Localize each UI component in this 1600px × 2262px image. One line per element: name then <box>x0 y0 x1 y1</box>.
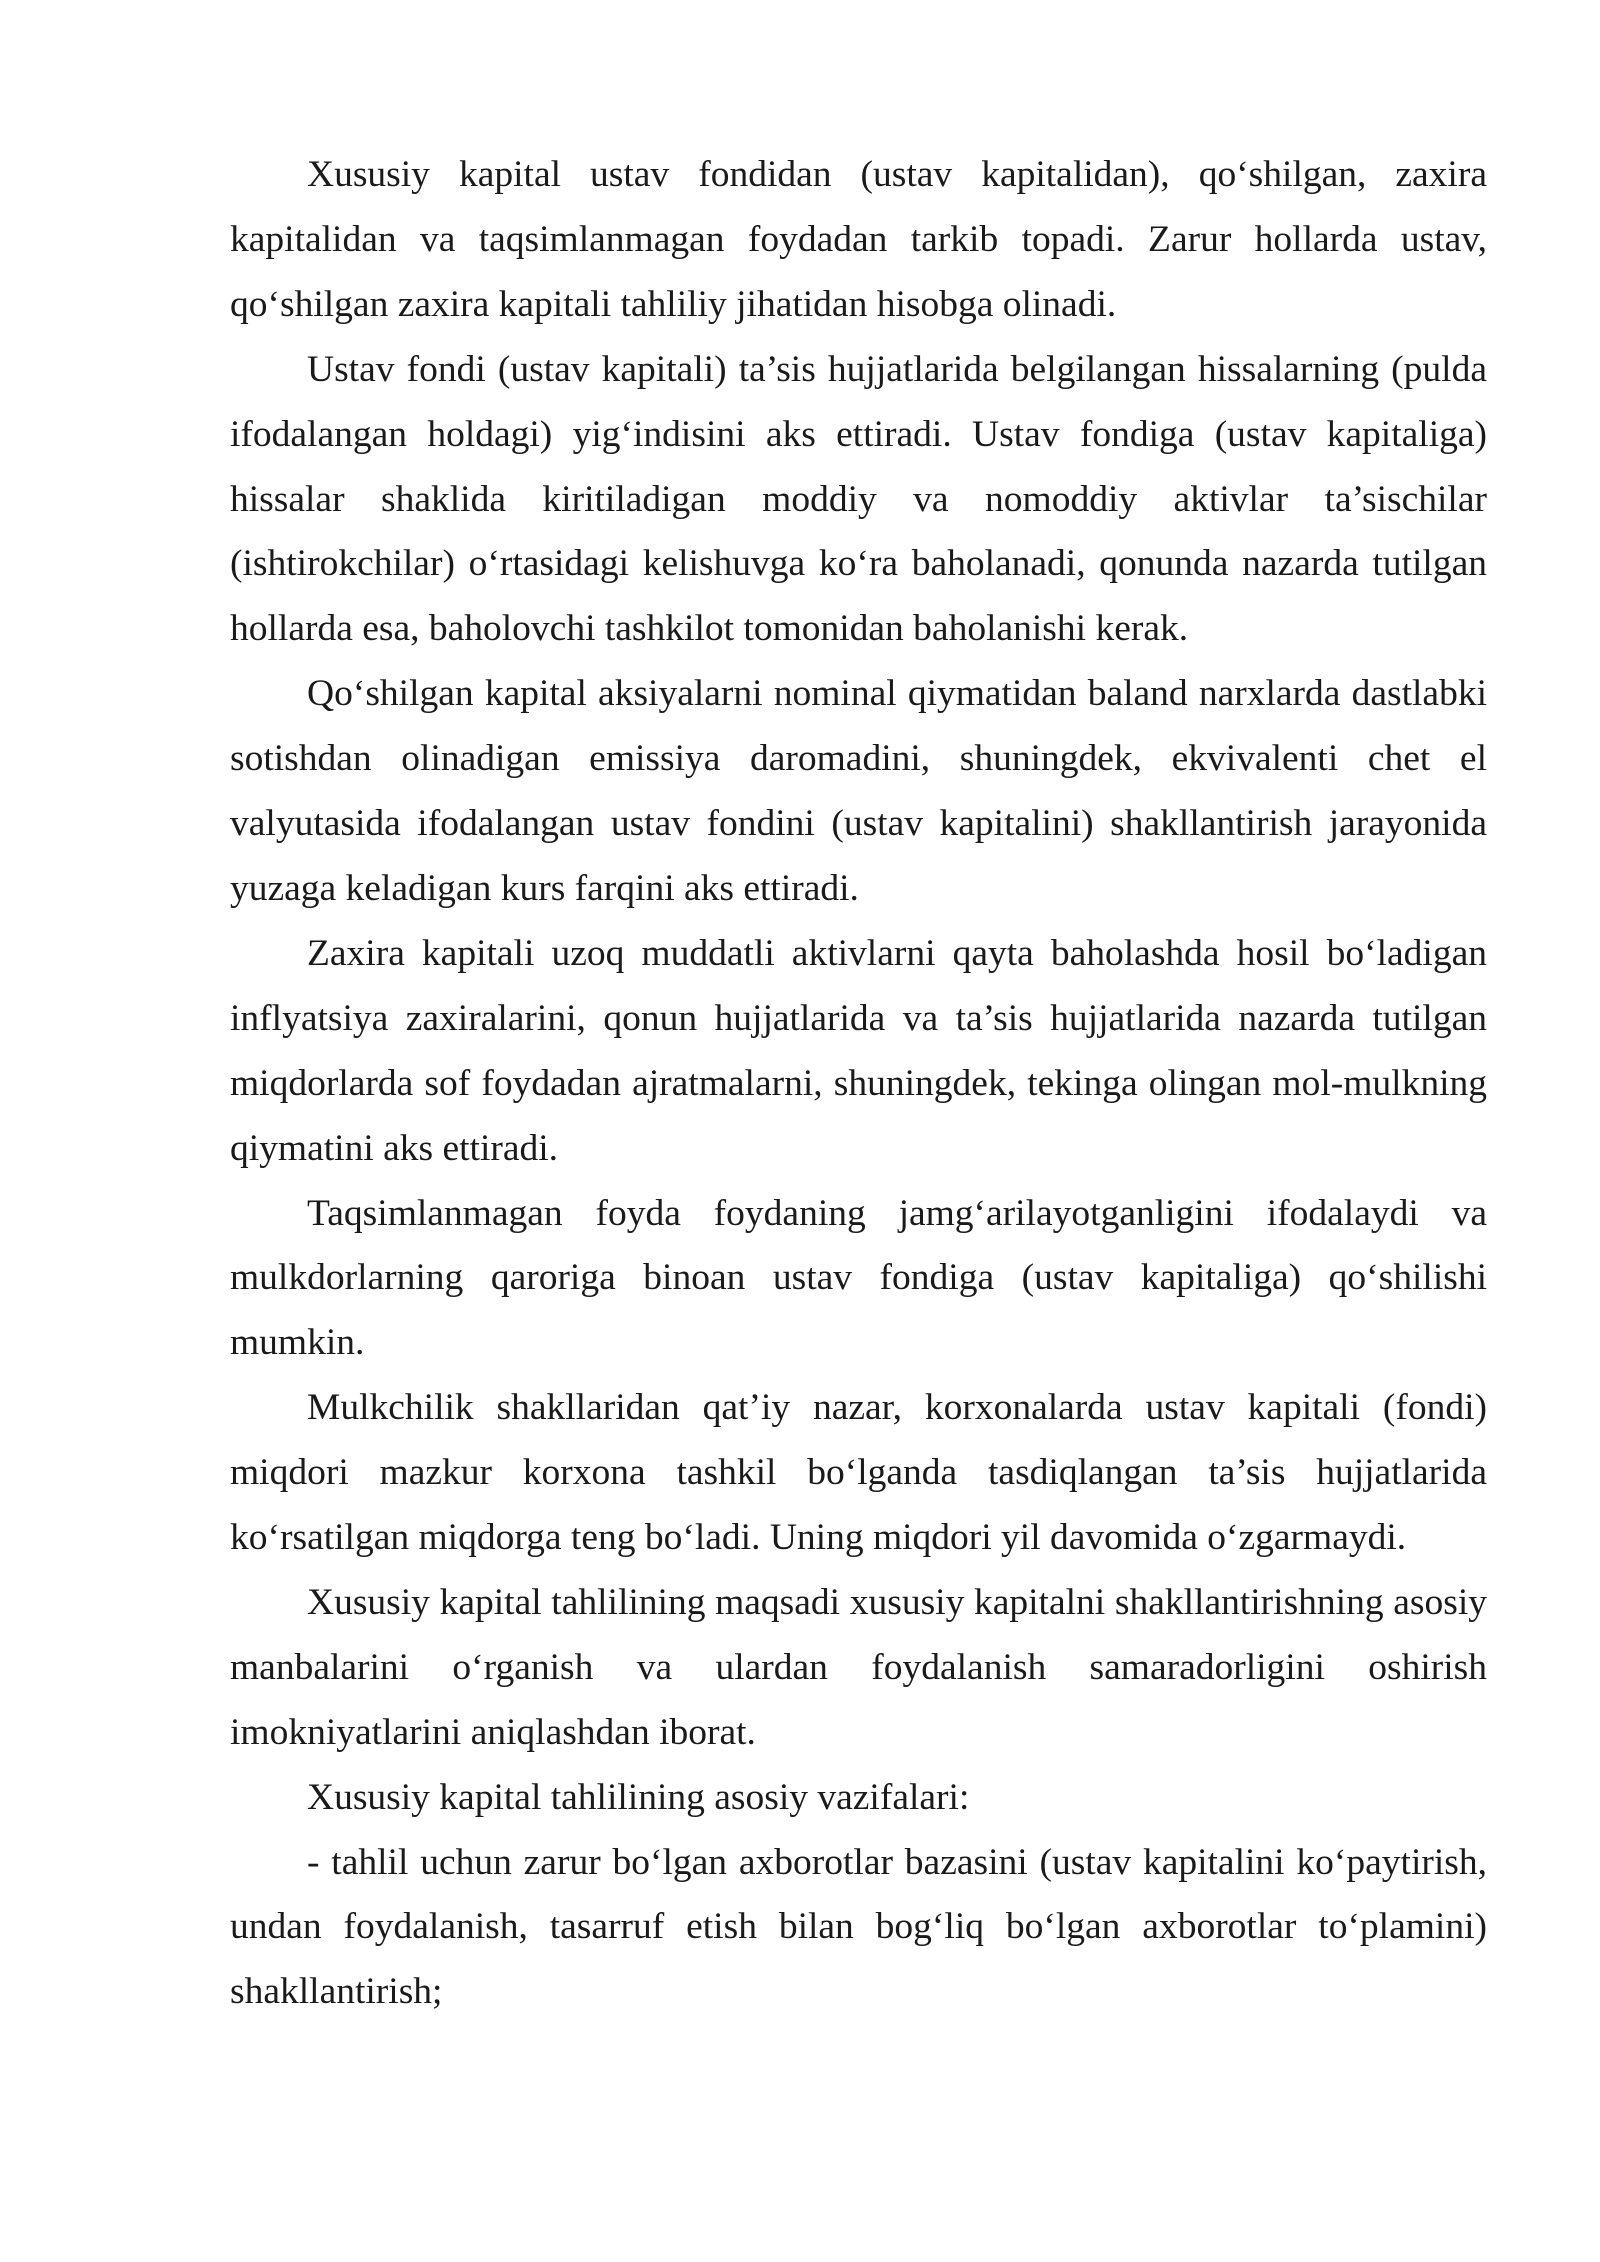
document-page <box>230 143 1487 2025</box>
paragraph-charter-fund: Ustav fondi (ustav kapitali) ta’sis hujjatlarida belgilangan hissalarning (pulda ifodalangan holdagi) yig‘indisini aks ettiradi. Ustav fondiga (ustav kapitaliga) hissalar shaklida kiritiladigan moddiy va nomoddiy aktivlar ta’sischilar (ishtirokchilar) o‘rtasidagi kelishuvga ko‘ra baholanadi, qonunda nazarda tutilgan hollarda esa, baholovchi tashkilot tomonidan baholanishi kerak. <box>230 348 1487 650</box>
paragraph-reserve-capital: Zaxira kapitali uzoq muddatli aktivlarni qayta baholashda hosil bo‘ladigan inflyatsiya zaxiralarini, qonun hujjatlarida va ta’sis hujjatlarida nazarda tutilgan miqdorlarda sof foydadan ajratmalarni, shuningdek, tekinga olingan mol-mulkning qiymatini aks ettiradi. <box>230 932 1487 1169</box>
paragraph-analysis-tasks-heading: Xususiy kapital tahlilining asosiy vazifalari: <box>307 1776 970 1818</box>
paragraph-charter-capital-amount: Mulkchilik shakllaridan qat’iy nazar, korxonalarda ustav kapitali (fondi) miqdori mazkur korxona tashkil bo‘lganda tasdiqlangan ta’sis hujjatlarida ko‘rsatilgan miqdorga teng bo‘ladi. Uning miqdori yil davomida o‘zgarmaydi. <box>230 1387 1487 1559</box>
paragraph-added-capital: Qo‘shilgan kapital aksiyalarni nominal qiymatidan baland narxlarda dastlabki sotishdan olinadigan emissiya daromadini, shuningdek, ekvivalenti chet el valyutasida ifodalangan ustav fondini (ustav kapitalini) shakllantirish jarayonida yuzaga keladigan kurs farqini aks ettiradi. <box>230 673 1487 909</box>
paragraph-capital-composition: Xususiy kapital ustav fondidan (ustav kapitalidan), qo‘shilgan, zaxira kapitalidan va taqsimlanmagan foydadan tarkib topadi. Zarur hollarda ustav, qo‘shilgan zaxira kapitali tahliliy jihatidan hisobga olinadi. <box>230 154 1487 325</box>
paragraph-task-item: - tahlil uchun zarur bo‘lgan axborotlar bazasini (ustav kapitalini ko‘paytirish, undan foydalanish, tasarruf etish bilan bog‘liq bo‘lgan axborotlar to‘plamini) shakllantirish; <box>230 1841 1487 2013</box>
paragraph-analysis-goal: Xususiy kapital tahlilining maqsadi xususiy kapitalni shakllantirishning asosiy manbalarini o‘rganish va ulardan foydalanish samaradorligini oshirish imokniyatlarini aniqlashdan iborat. <box>230 1581 1487 1753</box>
paragraph-retained-earnings: Taqsimlanmagan foyda foydaning jamg‘arilayotganligini ifodalaydi va mulkdorlarning qaroriga binoan ustav fondiga (ustav kapitaliga) qo‘shilishi mumkin. <box>230 1192 1487 1364</box>
